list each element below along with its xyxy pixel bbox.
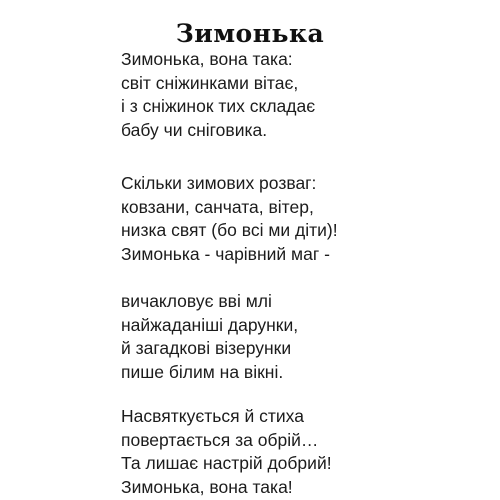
poem-line: найжаданіші дарунки, (121, 314, 299, 335)
poem-line: світ сніжинками вітає, (121, 72, 299, 93)
poem-line: й загадкові візерунки (121, 338, 292, 358)
poem-line: пише білим на вікні. (121, 361, 284, 382)
poem-line: вичакловує вві млі (121, 291, 272, 311)
poem-line: Та лишає настрій добрий! (121, 453, 332, 473)
poem-line: Насвяткується й стиха (121, 406, 304, 426)
poem-line: бабу чи сніговика. (121, 119, 268, 140)
poem-line: низка свят (бо всі ми діти)! (121, 220, 338, 240)
poem-line: Зимонька, вона така! (121, 476, 293, 497)
stanza-1 (121, 48, 315, 142)
poem-line: Зимонька, вона така: (121, 49, 293, 69)
poem-line: Зимонька - чарівний маг - (121, 243, 330, 264)
stanza-4 (121, 405, 332, 499)
stanza-3 (121, 290, 298, 384)
poem-line: повертається за обрій… (121, 429, 319, 450)
stanza-2 (121, 172, 338, 266)
poem-line: і з сніжинок тих складає (121, 96, 316, 116)
poem-line: Скільки зимових розваг: (121, 173, 317, 193)
poem-line: ковзани, санчата, вітер, (121, 196, 314, 217)
poem-title: Зимонька (175, 18, 325, 48)
